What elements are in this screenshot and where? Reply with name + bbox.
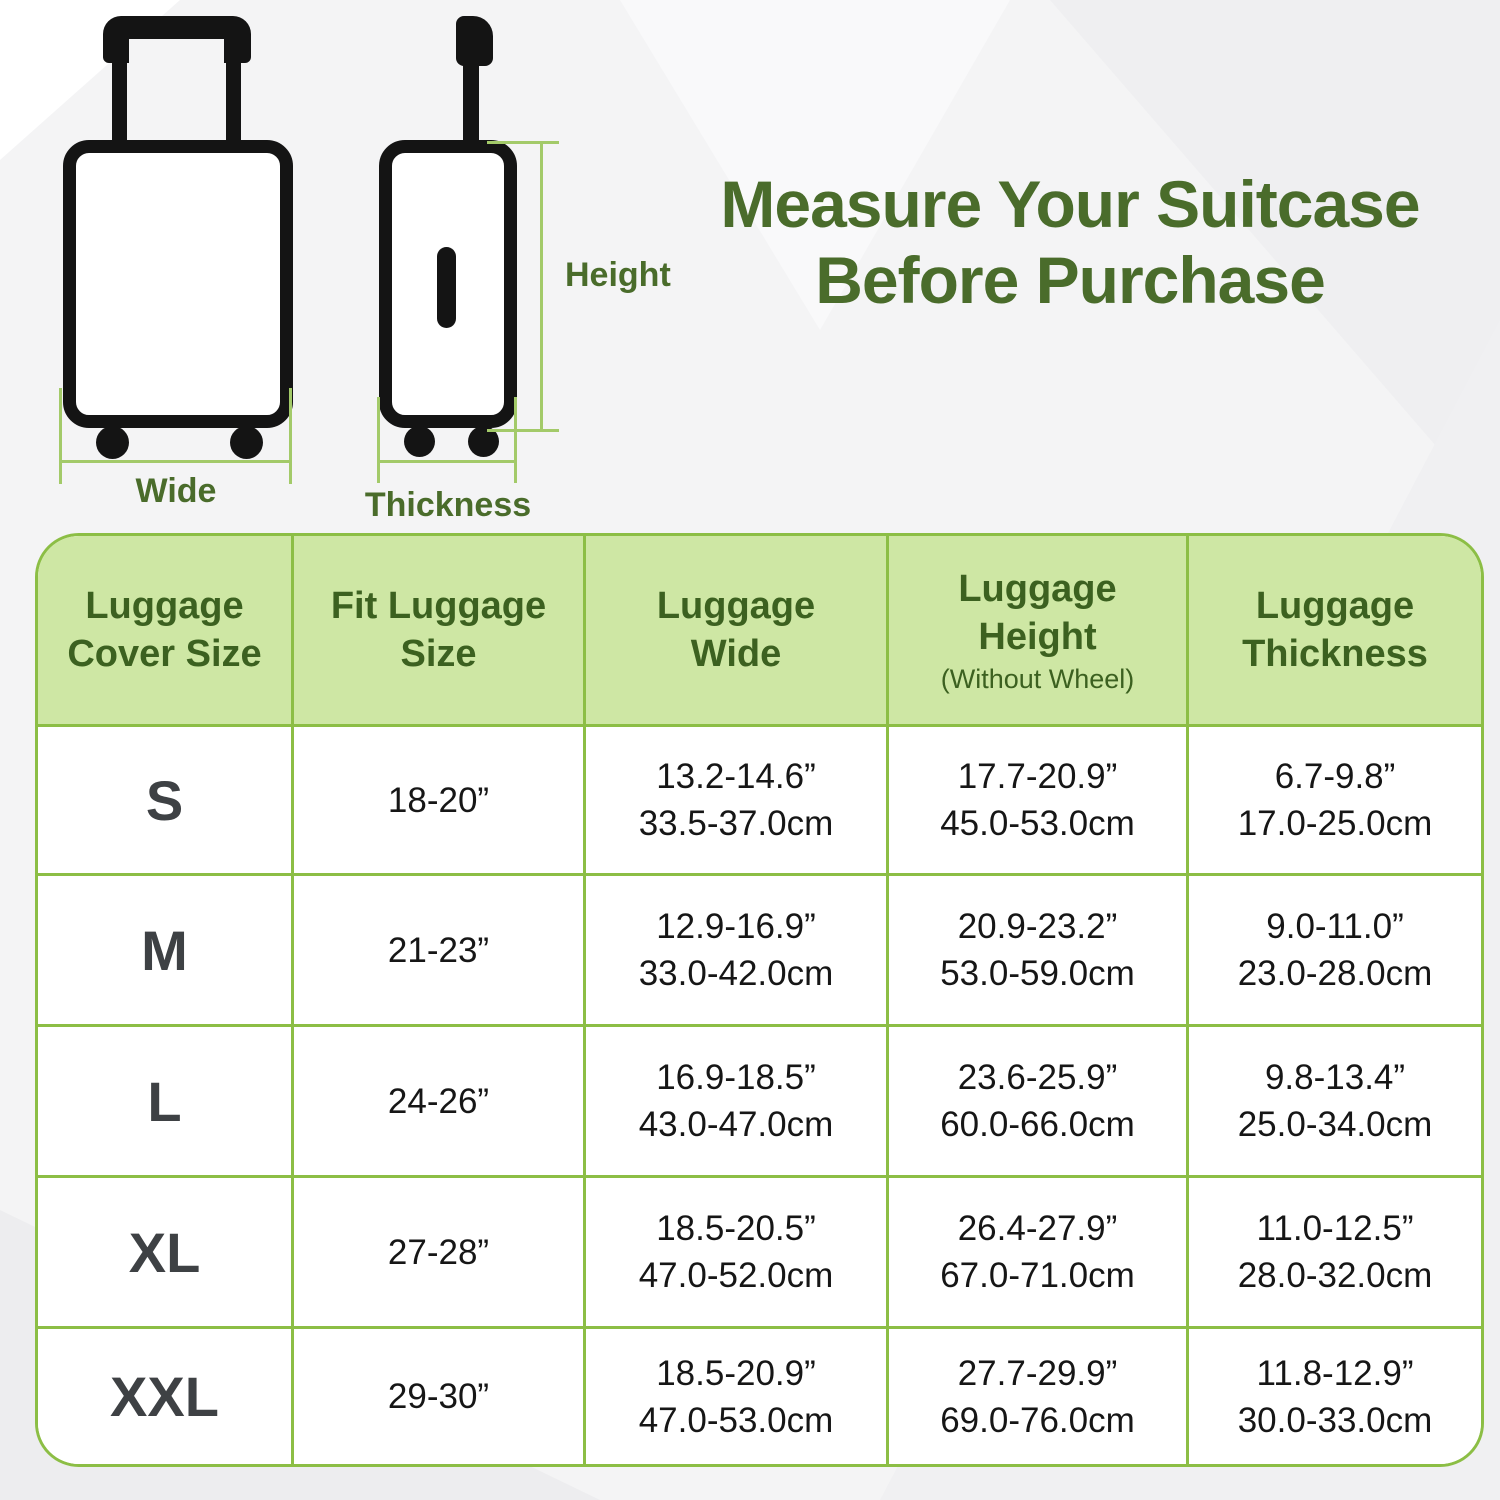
size-cell: S xyxy=(38,727,294,876)
wide-cell: 18.5-20.5” 47.0-52.0cm xyxy=(586,1178,889,1329)
size-cell: XL xyxy=(38,1178,294,1329)
page-title-line1: Measure Your Suitcase xyxy=(720,167,1420,241)
thickness-cell: 11.8-12.9” 30.0-33.0cm xyxy=(1189,1329,1481,1464)
thickness-measure-line xyxy=(377,460,517,463)
thickness-cell: 9.8-13.4” 25.0-34.0cm xyxy=(1189,1027,1481,1178)
size-cell: M xyxy=(38,876,294,1027)
size-table xyxy=(35,533,1484,1467)
wide-measure-tick-right xyxy=(289,388,292,484)
height-cell: 26.4-27.9” 67.0-71.0cm xyxy=(889,1178,1189,1329)
front-suitcase-wheel-left xyxy=(96,426,129,459)
wide-measure-line xyxy=(59,460,292,463)
fit-cell: 18-20” xyxy=(294,727,586,876)
thickness-measure-tick-right xyxy=(514,397,517,483)
header-cell: Luggage Thickness xyxy=(1189,536,1481,727)
height-label: Height xyxy=(565,256,671,294)
thickness-measure-tick-left xyxy=(377,397,380,483)
size-cell: XXL xyxy=(38,1329,294,1464)
header-cell: Luggage Height (Without Wheel) xyxy=(889,536,1189,727)
thickness-cell: 9.0-11.0” 23.0-28.0cm xyxy=(1189,876,1481,1027)
height-measure-tick-bottom xyxy=(487,429,559,432)
front-suitcase-handle-post-right xyxy=(226,62,241,144)
side-suitcase-handle-post xyxy=(463,60,479,146)
front-suitcase-body xyxy=(63,140,293,428)
height-cell: 27.7-29.9” 69.0-76.0cm xyxy=(889,1329,1189,1464)
side-suitcase-wheel-left xyxy=(404,426,435,457)
front-suitcase-wheel-right xyxy=(230,426,263,459)
fit-cell: 21-23” xyxy=(294,876,586,1027)
height-cell: 17.7-20.9” 45.0-53.0cm xyxy=(889,727,1189,876)
thickness-label: Thickness xyxy=(364,486,532,524)
wide-cell: 12.9-16.9” 33.0-42.0cm xyxy=(586,876,889,1027)
header-cell: Fit Luggage Size xyxy=(294,536,586,727)
wide-cell: 18.5-20.9” 47.0-53.0cm xyxy=(586,1329,889,1464)
wide-label: Wide xyxy=(135,472,217,510)
fit-cell: 24-26” xyxy=(294,1027,586,1178)
height-cell: 20.9-23.2” 53.0-59.0cm xyxy=(889,876,1189,1027)
side-suitcase-handle xyxy=(456,16,493,66)
size-cell: L xyxy=(38,1027,294,1178)
header-cell: Luggage Cover Size xyxy=(38,536,294,727)
front-suitcase-handle-gap xyxy=(129,39,224,63)
front-suitcase-handle-post-left xyxy=(112,62,127,144)
fit-cell: 29-30” xyxy=(294,1329,586,1464)
thickness-cell: 6.7-9.8” 17.0-25.0cm xyxy=(1189,727,1481,876)
height-cell: 23.6-25.9” 60.0-66.0cm xyxy=(889,1027,1189,1178)
wide-cell: 13.2-14.6” 33.5-37.0cm xyxy=(586,727,889,876)
height-measure-line xyxy=(540,142,543,432)
wide-cell: 16.9-18.5” 43.0-47.0cm xyxy=(586,1027,889,1178)
side-suitcase-handle-slot xyxy=(437,247,456,328)
page-title-line2: Before Purchase xyxy=(815,243,1325,317)
height-measure-tick-top xyxy=(487,141,559,144)
wide-measure-tick-left xyxy=(59,388,62,484)
page-title xyxy=(640,166,1500,318)
header-cell: Luggage Wide xyxy=(586,536,889,727)
fit-cell: 27-28” xyxy=(294,1178,586,1329)
thickness-cell: 11.0-12.5” 28.0-32.0cm xyxy=(1189,1178,1481,1329)
